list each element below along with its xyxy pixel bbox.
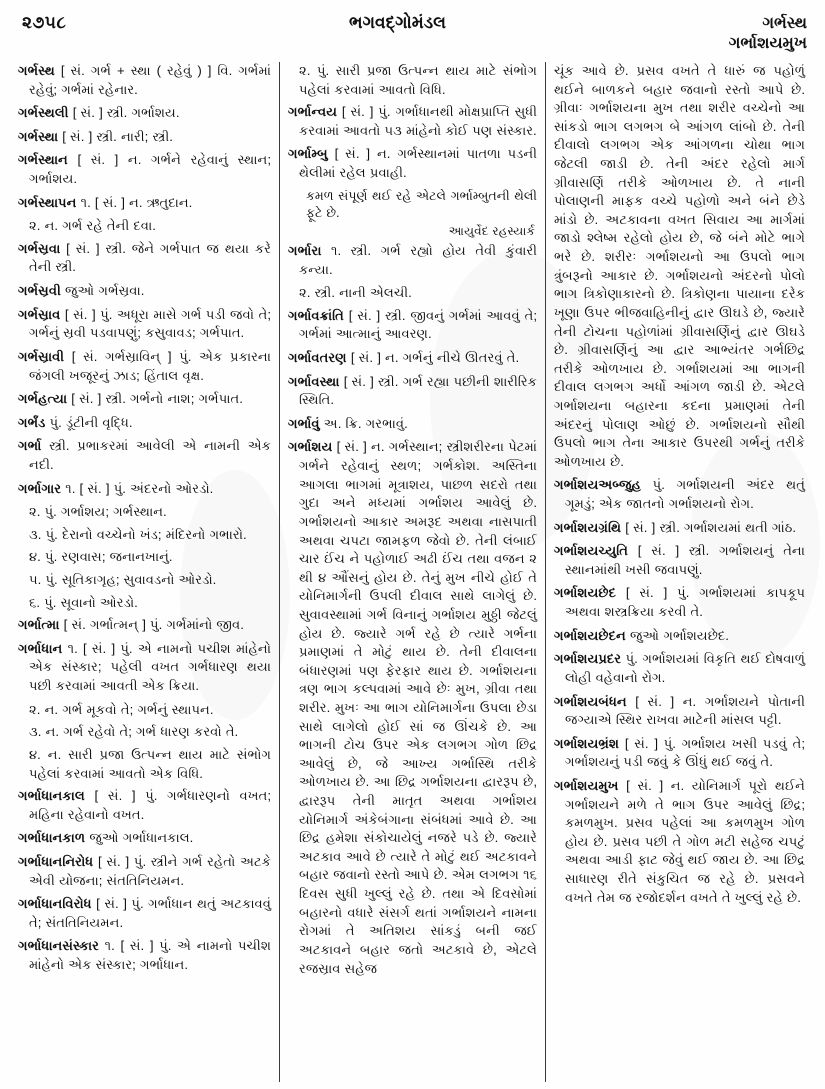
entry-headword: ગર્ભાશયગ્રંથિ [554, 519, 622, 535]
entry-headword: ગર્ભાધાનકાલ [18, 788, 85, 804]
entry-definition: પું. ગર્ભાશયમાં વિકૃતિ થઈ દોષવાળું લોહી વહેવાનો રોગ. [565, 651, 805, 685]
dictionary-entry [18, 390, 271, 409]
dictionary-entry [18, 194, 271, 213]
entry-headword: ગર્ભાવતરણ [288, 350, 347, 366]
dictionary-entry [18, 104, 271, 123]
column-2 [279, 62, 546, 1082]
entry-definition: [ સં. ] પું. સ્ત્રીને ગર્ભ રહેતો અટકે એવી યોજના; સંતતિનિયમન. [29, 853, 271, 888]
entry-headword: ગર્ભાશયઅબ્જુહ [554, 477, 641, 493]
entry-headword: ગર્ભસ્રાવ [18, 306, 61, 322]
dictionary-entry [18, 348, 271, 385]
entry-definition: [ સં. ] સ્ત્રી. ગર્ભાશયનું તેના સ્થાનમાંથી ખસી જવાપણું. [565, 543, 805, 577]
entry-definition: [ સં. ] સ્ત્રી. જીવનું ગર્ભમાં આવવું તે; ગર્ભમાં આત્માનું આવરણ. [299, 307, 537, 342]
entry-sense [18, 746, 271, 783]
entry-definition: [ સં. ] પું. ગર્ભાશયમાં કાપકૂપ અથવા શસ્ત્રક્રિયા કરવી તે. [565, 585, 805, 620]
entry-headword: ગર્ભાશયમુખ [554, 777, 619, 793]
entry-headword: ગર્ભાશયચ્યુતિ [554, 543, 628, 559]
dictionary-entry [554, 777, 805, 907]
entry-definition: ૪. ન. સારી પ્રજા ઉત્પન્ન થાય માટે સંભોગ પહેલાં કરવામાં આવતો એક વિધિ. [29, 746, 271, 781]
entry-headword: ગર્ભાન્વય [288, 104, 338, 120]
entry-definition: [ સં. ] ન. યોનિમાર્ગ પૂરો થઈને ગર્ભાશયને મળે તે ભાગ ઉપર આવેલું છિદ્ર; કમળમુખ. પ્રસવ પહેલાં આ કમળમુખ ગોળ હોય છે. પ્રસવ પછી તે ગોળ મટી સહેજ ચપટું અથવા આડી ફાટ જેવું થઈ જાય છે. આ છિદ્ર સાધારણ રીતે સંકુચિત જ રહે છે. પ્રસવને વખતે તેમ જ રજોદર્શન વખતે તે ખુલ્લું રહે છે. [565, 777, 805, 905]
entry-definition: જુઓ ગર્ભસ્રવા. [60, 283, 145, 299]
entry-definition: [ સં. ] સ્ત્રી. ગર્ભ રહ્યા પછીની શારીરિક સ્થિતિ. [299, 373, 537, 408]
entry-headword: ગર્ભસ્થલી [18, 105, 69, 121]
dictionary-entry [554, 542, 805, 579]
entry-headword: ગર્ભસ્થાન [18, 152, 68, 168]
entry-definition: [ સં. ગર્ભસ્રાવિન્ ] પું. એક પ્રકારના જંગલી ખજૂરનું ઝાડ; હિંતાલ વૃક્ષ. [29, 348, 271, 383]
entry-definition: ૧. [ સં. ] ન. ઋતુદાન. [76, 194, 193, 210]
entry-sense [18, 594, 271, 613]
dictionary-entry [18, 787, 271, 824]
entry-sense [288, 284, 537, 303]
dictionary-entry [554, 519, 805, 538]
entry-definition: [ સં. ] સ્ત્રી. ગર્ભાશય. [68, 105, 180, 121]
entry-definition: પું. ગર્ભાશયની અંદર થતું ગૂમડું; એક જાતનો ગર્ભાશયનો રોગ. [565, 477, 805, 512]
dictionary-entry [18, 240, 271, 277]
page-number: ૨૭૫૮ [22, 13, 67, 32]
entry-definition: [ સં. ] પું. અધૂરા માસે ગર્ભ પડી જવો તે; ગર્ભનું સ્રવી પડવાપણું; કસુવાવડ; ગર્ભપાત. [29, 306, 271, 341]
entry-sense [18, 701, 271, 720]
entry-definition: ૧. સ્ત્રી. ગર્ભ રહ્યો હોય તેવી કુંવારી કન્યા. [299, 242, 537, 277]
entry-sense [18, 548, 271, 567]
entry-headword: ગર્ભાશયછેદન [554, 627, 626, 643]
entry-headword: ગર્ભાત્મા [18, 617, 60, 633]
entry-definition: [ સં. ] સ્ત્રી. ગર્ભાશયમાં થતી ગાંઠ. [621, 519, 797, 535]
entry-definition: ૨. ન. ગર્ભ રહે તેની દવા. [29, 218, 156, 234]
entry-headword: ગર્ભાવું [288, 415, 320, 431]
entry-headword: ગર્ભાધાનવિરોધ [18, 896, 92, 912]
guide-word-top: ગર્ભસ્થ [762, 15, 807, 32]
entry-sense [18, 503, 271, 522]
entry-headword: ગર્ભસ્રાવી [18, 348, 65, 364]
entry-definition: ૪. પું. રણવાસ; જનાનખાનું. [29, 549, 173, 565]
entry-headword: ગર્ભાશયબંધન [554, 693, 627, 709]
entry-definition: [ સં. ] પું. ગર્ભાધાન થતું અટકાવવું તે; સંતતિનિયમન. [29, 896, 271, 930]
entry-headword: ગર્ભાવસ્થા [288, 373, 340, 389]
book-title: ભગવદ્ગોમંડલ [349, 13, 446, 32]
entry-headword: ગર્ભાધાનસંસ્કાર [18, 938, 99, 954]
entry-definition: ૩. પું. દેરાનો વચ્ચેનો ખંડ; મંદિરનો ગભારો. [29, 526, 247, 542]
entry-headword: ગર્ભાશયછેદ [554, 585, 616, 601]
entry-definition: ૩. ન. ગર્ભ રહેવો તે; ગર્ભ ધારણ કરવો તે. [29, 724, 239, 740]
dictionary-entry [288, 145, 537, 182]
entry-definition: ૧. [ સં. ] પું. એ નામનો પચીશ માંહેનો એક સંસ્કાર; પહેલી વખત ગર્ભધારણ થયા પછી કરવામાં આવતી એક ક્રિયા. [29, 640, 271, 694]
entry-headword: ગર્ભાવક્રાંતિ [288, 307, 344, 323]
dictionary-entry [288, 349, 537, 368]
entry-definition: જુઓ ગર્ભાધાનકાલ. [85, 830, 194, 846]
dictionary-entry [554, 584, 805, 621]
entry-headword: ગર્ભા [18, 438, 42, 454]
dictionary-entry [554, 476, 805, 513]
entry-continuation [554, 62, 805, 471]
dictionary-entry [18, 151, 271, 188]
entry-definition: ૨. સ્ત્રી. નાની એલચી. [299, 285, 412, 301]
entry-definition: સ્ત્રી. પ્રભાકરમાં આવેલી એ નામની એક નદી. [29, 438, 271, 472]
entry-headword: ગર્ભાધાન [18, 640, 63, 656]
dictionary-entry [18, 306, 271, 343]
entry-headword: ગર્ભાધાનનિરોધ [18, 853, 94, 869]
entry-headword: ગર્ભાધાનકાળ [18, 830, 86, 846]
entry-sense [18, 217, 271, 236]
dictionary-entry [18, 437, 271, 474]
entry-sense [18, 526, 271, 545]
dictionary-entry [554, 693, 805, 730]
dictionary-entry [18, 480, 271, 499]
column-3 [546, 62, 813, 1082]
entry-headword: ગર્ભહત્યા [18, 391, 68, 407]
dictionary-entry [554, 627, 805, 646]
entry-definition: [ સં. ] સ્ત્રી. નારી; સ્ત્રી. [58, 128, 173, 144]
entry-definition: [ સં. ] ન. ગર્ભને રહેવાનું સ્થાન; ગર્ભાશય. [29, 152, 271, 187]
entry-definition: [ સં. ગર્ભાત્મન્ ] પું. ગર્ભમાંનો જીવ. [59, 617, 244, 633]
entry-headword: ગર્ભાશયભ્રંશ [554, 735, 620, 751]
entry-definition: ચૂંક આવે છે. પ્રસવ વખતે તે ધારું જ પહોળું થઈને બાળકને બહાર જવાનો રસ્તો આપે છે. ગ્રીવાઃ ગર્ભાશયના મુખ તથા શરીર વચ્ચેનો આ સાંકડો ભાગ લગભગ બે આંગળ લાંબો છે. તેની દીવાલો લગભગ એક આંગળના ચોથા ભાગ જેટલી જાડી છે. તેની અંદર રહેલો માર્ગ ગ્રીવાસર્ણિ તરીકે ઓળખાય છે. તે નાની પોલાણની માફક વચ્ચે પહોળો અને બંને છેડે માંડો છે. અટકાવના વખત સિવાય આ માર્ગમાં જાડો શ્લેષ્મ રહેલો હોય છે, જે બંને મોટે ભાગે ભરે છે. શરીરઃ ગર્ભાશયનો આ ઉપલો ભાગ ત્રુંબરૂનો આકાર છે. ગર્ભાશયનો અંદરનો પોલો ભાગ ત્રિકોણાકારનો છે. ત્રિકોણના પાયાના દરેક ખૂણા ઉપર ભીજવાહિનીનું દ્વાર ઊઘડે છે, જ્યારે તેની ટોચના પહોળાંમાં ગ્રીવાસર્ણિનું દ્વાર ઊઘડે છે. ગ્રીવાસર્ણિનું આ દ્વાર આભ્યંતર ગર્ભછિદ્ર તરીકે ઓળખાય છે. ગર્ભાશયમાં આ ભાગની દીવાલ લગભગ અર્ધો આંગળ જાડી છે. એટલે ગર્ભાશયના બહારના કદના પ્રમાણમાં તેની અંદરનું પોલાણ ઓછું છે. ગર્ભાશયનો સૌથી ઉપલો ભાગ તેના આકાર ઉપરથી ગર્ભનું તરીકે ઓળખાય છે. [554, 63, 805, 469]
dictionary-entry [288, 242, 537, 279]
entry-definition: ૧. [ સં. ] પું. અંદરનો ઓરડો. [61, 480, 214, 496]
entry-headword: ગર્ભાશય [288, 439, 333, 455]
entry-definition: ૫. પું. સૂતિકાગૃહ; સુવાવડનો ઓરડો. [29, 572, 217, 588]
dictionary-entry [18, 853, 271, 890]
dictionary-entry [288, 307, 537, 344]
entry-definition: [ સં. ] ન. ગર્ભસ્થાનમાં પાતળા પડની થેલીમાં રહેલ પ્રવાહી. [299, 146, 537, 181]
quotation-source: આયુર્વેદ રહસ્યાર્ક [448, 223, 535, 238]
entry-definition: ૨. પું. સારી પ્રજા ઉત્પન્ન થાય માટે સંભોગ પહેલાં કરવામાં આવતો વિધિ. [299, 63, 537, 97]
dictionary-entry [288, 415, 537, 434]
entry-headword: ગર્ભંડ [18, 414, 46, 430]
column-container [12, 62, 813, 1082]
entry-quotation [288, 188, 537, 240]
entry-definition: [ સં. ] પું. ગર્ભાશય ખસી પડવું તે; ગર્ભાશયનું પડી જવું કે ઊંધું થઈ જવું તે. [565, 735, 805, 770]
entry-headword: ગર્ભસ્થા [18, 128, 59, 144]
guide-words [729, 14, 807, 53]
guide-word-bottom: ગર્ભાશયમુખ [728, 34, 807, 52]
entry-headword: ગર્ભસ્રવા [18, 240, 61, 256]
entry-headword: ગર્ભસ્રવી [18, 283, 61, 299]
dictionary-entry [18, 895, 271, 932]
dictionary-entry [18, 829, 271, 848]
entry-headword: ગર્ભારા [288, 242, 322, 258]
entry-headword: ગર્ભાશયપ્રદર [554, 651, 622, 667]
page-header [12, 14, 813, 60]
entry-headword: ગર્ભામ્બુ [288, 146, 328, 162]
dictionary-entry [18, 616, 271, 635]
quotation-text: કમળ સંપૂર્ણ થઈ રહે એટલે ગર્ભામ્બુતની થેલી ફૂટે છે. [306, 188, 537, 221]
entry-headword: ગર્ભસ્થાપન [18, 194, 77, 210]
entry-sense [288, 62, 537, 99]
dictionary-entry [288, 438, 537, 978]
entry-sense [18, 571, 271, 590]
dictionary-entry [18, 128, 271, 147]
entry-definition: ૧. [ સં. ] પું. એ નામનો પચીશ માંહેનો એક સંસ્કાર; ગર્ભાધાન. [29, 938, 271, 972]
dictionary-entry [18, 282, 271, 301]
dictionary-entry [288, 373, 537, 410]
entry-definition: ૨. પું. ગર્ભાશય; ગર્ભસ્થાન. [29, 504, 167, 520]
dictionary-entry [18, 640, 271, 696]
entry-definition: પું. ડૂંટીની વૃદ્ધિ. [45, 414, 133, 430]
entry-definition: [ સં. ] સ્ત્રી. જેને ગર્ભપાત જ થયા કરે તેની સ્ત્રી. [29, 240, 271, 275]
dictionary-entry [18, 62, 271, 99]
entry-definition: [ સં. ] પું. ગર્ભધારણનો વખત; મહિના રહેવાનો વખત. [29, 788, 271, 822]
column-1 [12, 62, 279, 1082]
entry-sense [18, 723, 271, 742]
dictionary-entry [18, 414, 271, 433]
dictionary-entry [554, 650, 805, 687]
entry-definition: [ સં. ] ન. ગર્ભસ્થાન; સ્ત્રીશરીરના પેટમાં ગર્ભને રહેવાનું સ્થળ; ગર્ભકોશ. અસ્તિના આગલા ભાગમાં મૂત્રાશય, પાછળ સદરો તથા ગુદા અને મધ્યમાં ગર્ભાશય આવેલું છે. ગર્ભાશયનો આકાર અમરૂદ અથવા નાસપાતી અથવા ચપટા જામફળ જેવો છે. તેની લંબાઈ ચાર ઈંચ ને પહોળાઈ અઢી ઈંચ તથા વજન ૨ થી ૪ ઔંસનું હોય છે. તેનું મુખ નીચે હોઈ તે યોનિમાર્ગની ઉપલી દીવાલ સાથે લાગેલું છે. સુવાવસ્થામાં ગર્ભ વિનાનું ગર્ભાશય મુઠ્ઠી જેટલું હોય છે. જ્યારે ગર્ભ રહે છે ત્યારે ગર્ભના પ્રમાણમાં તે મોટું થાય છે. તેની દીવાલના બંધારણમાં પણ ફેરફાર થાય છે. ગર્ભાશયના ત્રણ ભાગ કલ્પવામાં આવે છેઃ મુખ, ગ્રીવા તથા શરીર. મુખઃ આ ભાગ યોનિમાર્ગના ઉપલા છેડા સાથે લાગેલો હોઈ સાં જ ઊંચકે છે. આ ભાગની ટોચ ઉપર એક લગભગ ગોળ છિદ્ર આવેલું છે, જે આખ્ય ગર્ભાસ્થિ તરીકે ઓળખાય છે. આ છિદ્ર ગર્ભાશયના દ્વારરૂપ છે, દ્વારરૂપ તેની માતૃત અથવા ગર્ભાશય યોનિમાર્ગ અંકેબંગાના સંબંધમાં આવે છે. આ છિદ્ર હમેશા સંકોચાયેલું નજરે પડે છે. જ્યારે અટકાવ આવે છે ત્યારે તે મોટું થઈ અટકાવને બહાર જવાનો રસ્તો આપે છે. એમ લગભગ ૧૬ દિવસ સુધી ખુલ્લું રહે છે. તથા એ દિવસોમાં બહારનો વધારે સંસર્ગ થતાં ગર્ભાશયને નામના રોગમાં તે અતિશય સાંકડું બની જઈ અટકાવને બહાર જતો અટકાવે છે, એટલે રજસ્રાવ સહેજ [299, 439, 537, 976]
entry-definition: [ સં. ] ન. ગર્ભનું નીચે ઊતરવું તે. [346, 350, 520, 366]
entry-definition: [ સં. ] ન. ગર્ભાશયને પોતાની જગ્યાએ સ્થિર રાખવા માટેની માંસલ પટ્ટી. [565, 693, 805, 728]
entry-definition: [ સં. ] સ્ત્રી. ગર્ભનો નાશ; ગર્ભપાત. [67, 391, 243, 407]
entry-definition: ૨. ન. ગર્ભ મૂકવો તે; ગર્ભનું સ્થાપન. [29, 701, 214, 717]
entry-headword: ગર્ભસ્થ [18, 63, 55, 78]
entry-definition: [ સં. ] પું. ગર્ભાધાનથી મોક્ષપ્રાપ્તિ સુધી કરવામાં આવતો ૫૩ માંહેનો કોઈ પણ સંસ્કાર. [299, 104, 537, 138]
dictionary-entry [288, 103, 537, 140]
entry-definition: [ સં. ગર્ભ + સ્થા ( રહેવું ) ] વિ. ગર્ભમાં રહેવું; ગર્ભમાં રહેનાર. [29, 63, 271, 97]
entry-definition: અ. ક્રિ. ગરભાવું. [319, 415, 408, 431]
entry-definition: ૬. પું. સૂવાનો ઓરડો. [29, 594, 138, 610]
entry-definition: જુઓ ગર્ભાશયછેદ. [625, 627, 729, 643]
entry-headword: ગર્ભાગાર [18, 480, 62, 496]
dictionary-entry [18, 937, 271, 974]
dictionary-entry [554, 735, 805, 772]
